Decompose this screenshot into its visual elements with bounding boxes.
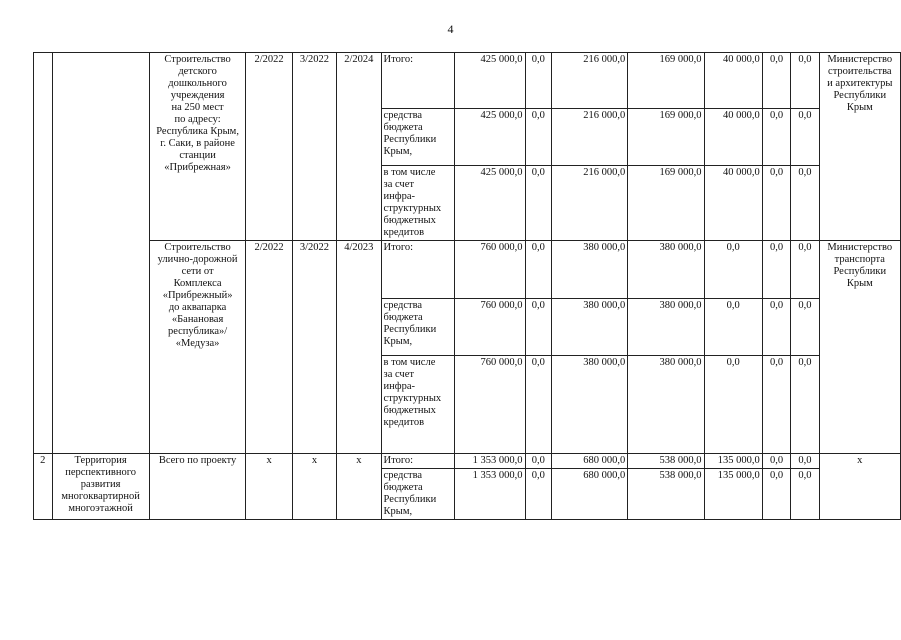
value-cell: 0,0 <box>525 53 552 109</box>
end-cell: 4/2023 <box>337 241 381 454</box>
executor-cell: Министерство транспорта Республики Крым <box>819 241 900 454</box>
executor-cell: Министерство строительства и архитектуры Республики Крым <box>819 53 900 241</box>
funding-label: в том числе за счет инфра- структурных бюджетных кредитов <box>381 356 454 454</box>
funding-label: средства бюджета Республики Крым, <box>381 469 454 520</box>
value-cell: 680 000,0 <box>552 469 628 520</box>
value-cell: 0,0 <box>791 356 819 454</box>
value-cell: 0,0 <box>525 454 552 469</box>
value-cell: 40 000,0 <box>704 166 762 241</box>
value-cell: 135 000,0 <box>704 454 762 469</box>
funding-label: Итого: <box>381 241 454 299</box>
value-cell: 169 000,0 <box>628 166 704 241</box>
value-cell: 380 000,0 <box>552 241 628 299</box>
value-cell: 135 000,0 <box>704 469 762 520</box>
number-cell <box>34 53 53 454</box>
value-cell: 0,0 <box>791 454 819 469</box>
value-cell: 0,0 <box>704 241 762 299</box>
stage-cell: 2/2022 <box>246 241 292 454</box>
end-cell: х <box>337 454 381 520</box>
value-cell: 680 000,0 <box>552 454 628 469</box>
object-name-cell: Строительство детского дошкольного учреждения на 250 мест по адресу: Республика Крым, г. Саки, в районе станции «Прибрежная» <box>149 53 246 241</box>
value-cell: 0,0 <box>762 166 790 241</box>
value-cell: 0,0 <box>525 109 552 166</box>
value-cell: 380 000,0 <box>552 356 628 454</box>
funding-label: Итого: <box>381 53 454 109</box>
value-cell: 0,0 <box>762 299 790 356</box>
value-cell: 538 000,0 <box>628 454 704 469</box>
territory-cell <box>52 53 149 454</box>
funding-label: в том числе за счет инфра- структурных бюджетных кредитов <box>381 166 454 241</box>
table-row <box>34 454 901 469</box>
stage-cell: х <box>246 454 292 520</box>
funding-label: средства бюджета Республики Крым, <box>381 109 454 166</box>
value-cell: 0,0 <box>525 166 552 241</box>
value-cell: 760 000,0 <box>454 241 525 299</box>
value-cell: 0,0 <box>762 356 790 454</box>
value-cell: 380 000,0 <box>628 299 704 356</box>
page-number: 4 <box>447 22 454 36</box>
number-cell: 2 <box>34 454 53 520</box>
value-cell: 0,0 <box>762 469 790 520</box>
start-cell: 3/2022 <box>292 241 336 454</box>
value-cell: 760 000,0 <box>454 299 525 356</box>
value-cell: 0,0 <box>791 241 819 299</box>
value-cell: 0,0 <box>704 356 762 454</box>
value-cell: 216 000,0 <box>552 166 628 241</box>
start-cell: х <box>292 454 336 520</box>
value-cell: 0,0 <box>791 109 819 166</box>
territory-cell: Территория перспективного развития многоквартирной многоэтажной <box>52 454 149 520</box>
value-cell: 425 000,0 <box>454 53 525 109</box>
value-cell: 216 000,0 <box>552 109 628 166</box>
value-cell: 0,0 <box>525 356 552 454</box>
value-cell: 0,0 <box>525 241 552 299</box>
value-cell: 0,0 <box>791 53 819 109</box>
funding-label: средства бюджета Республики Крым, <box>381 299 454 356</box>
financing-table <box>33 52 901 520</box>
value-cell: 169 000,0 <box>628 53 704 109</box>
object-name-cell: Всего по проекту <box>149 454 246 520</box>
table-row <box>34 53 901 109</box>
value-cell: 1 353 000,0 <box>454 454 525 469</box>
table-row <box>34 241 901 299</box>
value-cell: 425 000,0 <box>454 109 525 166</box>
value-cell: 0,0 <box>762 53 790 109</box>
value-cell: 0,0 <box>525 469 552 520</box>
value-cell: 0,0 <box>704 299 762 356</box>
executor-cell: х <box>819 454 900 520</box>
stage-cell: 2/2022 <box>246 53 292 241</box>
value-cell: 425 000,0 <box>454 166 525 241</box>
value-cell: 0,0 <box>762 109 790 166</box>
value-cell: 380 000,0 <box>552 299 628 356</box>
value-cell: 0,0 <box>791 469 819 520</box>
value-cell: 0,0 <box>791 299 819 356</box>
value-cell: 380 000,0 <box>628 241 704 299</box>
value-cell: 538 000,0 <box>628 469 704 520</box>
value-cell: 0,0 <box>762 241 790 299</box>
value-cell: 216 000,0 <box>552 53 628 109</box>
value-cell: 40 000,0 <box>704 109 762 166</box>
value-cell: 169 000,0 <box>628 109 704 166</box>
value-cell: 40 000,0 <box>704 53 762 109</box>
value-cell: 0,0 <box>762 454 790 469</box>
funding-label: Итого: <box>381 454 454 469</box>
value-cell: 380 000,0 <box>628 356 704 454</box>
start-cell: 3/2022 <box>292 53 336 241</box>
end-cell: 2/2024 <box>337 53 381 241</box>
value-cell: 0,0 <box>791 166 819 241</box>
value-cell: 1 353 000,0 <box>454 469 525 520</box>
value-cell: 0,0 <box>525 299 552 356</box>
value-cell: 760 000,0 <box>454 356 525 454</box>
object-name-cell: Строительство улично-дорожной сети от Комплекса «Прибрежный» до аквапарка «Банановая республика»/ «Медуза» <box>149 241 246 454</box>
